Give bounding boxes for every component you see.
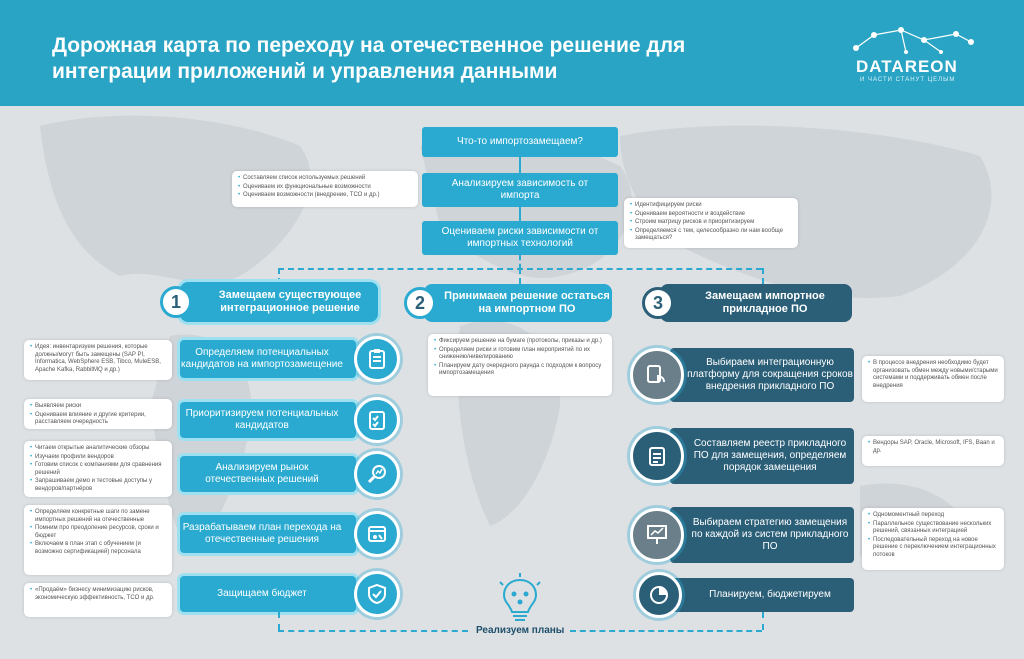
top-left-note: • Составляем список используемых решений • Оцениваем их функциональные возможности • Оцениваем возможности (внедрение, ТСО и др.): [232, 171, 418, 207]
shield-check-icon: [354, 571, 400, 617]
column-1-header: Замещаем существующее интеграционное решение: [180, 282, 378, 322]
logo-text: DATAREON: [856, 57, 958, 76]
connector: [278, 612, 280, 630]
col3-step-4: Планируем, бюджетируем: [670, 578, 854, 612]
col3-note-3: • Одномоментный переход • Параллельное существование нескольких решений, связанных интеграцией • Последовательный переход на новое решение с переключением интеграционных потоков: [862, 508, 1004, 570]
connector: [278, 630, 468, 632]
top-right-note: • Идентифицируем риски • Оцениваем вероятности и воздействие • Строим матрицу рисков и приоритизируем • Определяемся с тем, целесообразно ли нам вообще замещаться?: [624, 198, 798, 248]
checklist-icon: [354, 397, 400, 443]
analyze-dependency-box: Анализируем зависимость от импорта: [422, 173, 618, 207]
connector: [762, 268, 764, 284]
column-3-header: Замещаем импортное прикладное ПО: [660, 284, 852, 322]
col3-step-2: Составляем реестр прикладного ПО для замещения, определяем порядок замещения: [670, 428, 854, 484]
col3-step-3: Выбираем стратегию замещения по каждой из систем прикладного ПО: [670, 507, 854, 563]
connector: [519, 207, 521, 221]
page-title: Дорожная карта по переходу на отечественное решение для интеграции приложений и управления данными: [52, 34, 686, 83]
magnifier-chart-icon: [354, 451, 400, 497]
col3-note-1: • В процессе внедрения необходимо будет организовать обмен между новыми/старыми системами и поддерживать обмен после внедрения: [862, 356, 1004, 402]
touch-screen-icon: [630, 348, 684, 402]
connector: [519, 157, 521, 173]
import-question-box: Что-то импортозамещаем?: [422, 127, 618, 157]
col2-note: • Фиксируем решение на бумаге (протоколы, приказы и др.) • Определяем риски и готовим план мероприятий по их снижению/нивелированию • Планируем дату очередного раунда с подходом к вопросу импортозамещения: [428, 334, 612, 396]
column-2-header: Принимаем решение остаться на импортном ПО: [424, 284, 612, 322]
presentation-icon: [630, 508, 684, 562]
column-1-number: 1: [160, 286, 192, 318]
col1-note-4: • Определяем конкретные шаги по замене импортных решений на отечественные • Помним про преодоление ресурсов, сроки и бюджет • Включаем в план этап с обучением (и возможно сертификацией) персонала: [24, 505, 172, 575]
connector: [570, 630, 762, 632]
col1-note-5: • «Продаём» бизнесу минимизацию рисков, экономическую эффективность, TCO и др.: [24, 583, 172, 617]
connector: [519, 268, 521, 284]
registry-icon: [630, 429, 684, 483]
col1-note-1: • Идея: инвентаризуем решения, которые должны/могут быть замещены (SAP PI, Informatica, WebSphere ESB, Tibco, MuleESB, Apache Kafka, RabbitMQ и др.): [24, 340, 172, 380]
logo-subtitle: И ЧАСТИ СТАНУТ ЦЕЛЫМ: [860, 77, 956, 83]
col1-step-3: Анализируем рынок отечественных решений: [180, 456, 356, 492]
column-3-number: 3: [642, 287, 674, 319]
pie-chart-icon: [636, 572, 682, 618]
connector: [762, 612, 764, 630]
col1-note-2: • Выявляем риски • Оцениваем влияние и другие критерии, расставляем очередность: [24, 399, 172, 429]
col1-step-1: Определяем потенциальных кандидатов на импортозамещение: [180, 340, 356, 378]
column-2-number: 2: [404, 287, 436, 319]
lightbulb-icon: [492, 572, 548, 622]
col3-step-1: Выбираем интеграционную платформу для сокращения сроков внедрения прикладного ПО: [670, 348, 854, 402]
plan-icon: [354, 511, 400, 557]
connector: [519, 255, 521, 269]
clipboard-icon: [354, 336, 400, 382]
col3-note-2: • Вендоры SAP, Oracle, Microsoft, IFS, Baan и др.: [862, 436, 1004, 466]
assess-risks-box: Оцениваем риски зависимости от импортных технологий: [422, 221, 618, 255]
col1-step-5: Защищаем бюджет: [180, 576, 356, 612]
col1-step-4: Разрабатываем план перехода на отечественные решения: [180, 515, 356, 553]
final-label: Реализуем планы: [476, 625, 565, 636]
col1-step-2: Приоритизируем потенциальных кандидатов: [180, 402, 356, 438]
col1-note-3: • Читаем открытые аналитические обзоры • Изучаем профили вендоров • Готовим список с компаниями для сравнения решений • Запрашиваем демо и тестовые доступы у вендоров/партнёров: [24, 441, 172, 497]
